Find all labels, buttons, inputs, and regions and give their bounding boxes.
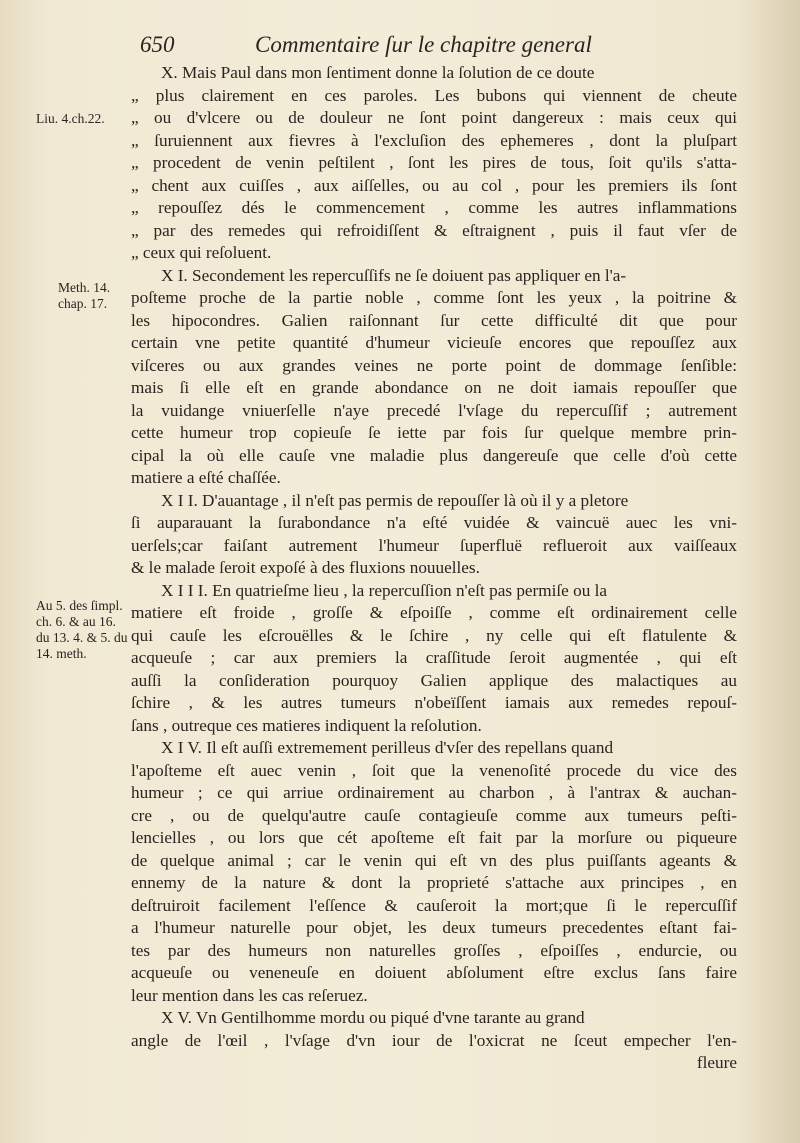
- text-line: ennemy de la nature & dont la proprieté s'attache aux principes , en: [131, 873, 737, 892]
- text-line: viſceres ou aux grandes veines ne porte point de dommage ſenſible:: [131, 355, 737, 375]
- margin-note: Au 5. des ſimpl. ch. 6. & au 16. du 13. 4. & 5. du 14. meth.: [36, 598, 128, 661]
- text-line: cipal la où elle cauſe vne maladie plus dangereuſe que celle d'où cette: [131, 445, 737, 465]
- text-line: X I. Secondement les repercuſſifs ne ſe doiuent pas appliquer en l'a-: [161, 265, 627, 285]
- text-line: „ repouſſez dés le commencement , comme les autres inflammations: [131, 198, 737, 217]
- text-line: acqueuſe ou veneneuſe en doiuent abſolument eſtre exclus ſans faire: [131, 963, 737, 982]
- running-title: Commentaire ſur le chapitre general: [255, 32, 592, 57]
- text-line: ſchire , & les autres tumeurs n'obeïſſent iamais aux remedes repouſ-: [131, 693, 737, 712]
- text-line: auſſi la conſideration pourquoy Galien applique des malactiques au: [131, 670, 737, 690]
- text-line: ſans , outreque ces matieres indiquent la reſolution.: [131, 715, 482, 735]
- text-line: ſi auparauant la ſurabondance n'a eſté vuidée & vaincuë auec les vni-: [131, 513, 737, 532]
- margin-note: Meth. 14. chap. 17.: [58, 280, 111, 311]
- text-line: uerſels;car faiſant autrement l'humeur ſuperfluë reflueroit aux vaiſſeaux: [131, 535, 737, 555]
- text-line: a l'humeur naturelle pour objet, les deux tumeurs precedentes eſtant fai-: [131, 918, 737, 937]
- text-line: les hipocondres. Galien raiſonnant ſur cette difficulté dit que pour: [131, 310, 737, 330]
- margin-note: Liu. 4.ch.22.: [36, 111, 105, 126]
- text-line: „ procedent de venin peſtilent , ſont les pires de tous, ſoit qu'ils s'atta-: [131, 153, 737, 172]
- text-line: „ ou d'vlcere ou de douleur ne ſont point dangereux : mais ceux qui: [131, 108, 737, 127]
- text-line: la vuidange vniuerſelle n'aye precedé l'vſage du repercuſſif ; autrement: [131, 400, 737, 420]
- text-line: humeur ; ce qui arriue ordinairement au charbon , à l'antrax & auchan-: [131, 783, 737, 802]
- text-line: X. Mais Paul dans mon ſentiment donne la ſolution de ce doute: [161, 63, 595, 82]
- text-line: l'apoſteme eſt auec venin , ſoit que la venenoſité procede du vice des: [131, 760, 737, 780]
- text-line: X I V. Il eſt auſſi extremement perilleus d'vſer des repellans quand: [161, 738, 614, 757]
- text-line: lencielles , ou lors que cét apoſteme eſt fait par la morſure ou piqueure: [131, 828, 737, 847]
- text-line: cre , ou de quelqu'autre cauſe contagieuſe comme aux tumeurs peſti-: [131, 805, 737, 825]
- text-line: cette humeur trop copieuſe ſe iette par fois ſur quelque membre prin-: [131, 423, 737, 442]
- text-line: deſtruiroit facilement l'eſſence & cauſeroit la mort;que ſi le repercuſſif: [131, 895, 737, 915]
- text-line: „ plus clairement en ces paroles. Les bubons qui viennent de cheute: [131, 85, 737, 105]
- text-line: de quelque animal ; car le venin qui eſt vn des plus puiſſants ageants &: [131, 850, 737, 870]
- text-line: & le malade ſeroit expoſé à des fluxions nouuelles.: [131, 558, 480, 577]
- text-line: mais ſi elle eſt en grande abondance on ne doit iamais repouſſer que: [131, 378, 737, 397]
- text-line: matiere eſt froide , groſſe & eſpoiſſe , comme eſt ordinairement celle: [131, 603, 737, 622]
- text-line: „ ſuruiennent aux fievres à l'excluſion des ephemeres , dont la pluſpart: [131, 130, 737, 150]
- text-line: matiere a eſté chaſſée.: [131, 468, 281, 487]
- page-header: [140, 28, 640, 62]
- text-line: X I I. D'auantage , il n'eſt pas permis de repouſſer là où il y a pletore: [161, 490, 629, 510]
- text-line: poſteme proche de la partie noble , comme ſont les yeux , la poitrine &: [131, 288, 737, 307]
- text-line: angle de l'œil , l'vſage d'vn iour de l'oxicrat ne ſceut empecher l'en-: [131, 1030, 737, 1050]
- body-text: [131, 62, 737, 1075]
- page-number: 650: [140, 32, 175, 57]
- text-line: X V. Vn Gentilhomme mordu ou piqué d'vne tarante au grand: [161, 1008, 585, 1027]
- catchword: fleure: [696, 1053, 737, 1072]
- text-line: „ par des remedes qui refroidiſſent & eſtraignent , puis il faut vſer de: [131, 220, 737, 240]
- text-line: certain vne petite quantité d'humeur vicieuſe encores que repouſſez aux: [131, 333, 737, 352]
- text-line: tes par des humeurs non naturelles groſſes , eſpoiſſes , endurcie, ou: [131, 940, 737, 960]
- text-line: X I I I. En quatrieſme lieu , la repercuſſion n'eſt pas permiſe ou la: [161, 580, 607, 600]
- text-line: qui cauſe les eſcrouëlles & le ſchire , ny celle qui eſt flatulente &: [131, 625, 737, 645]
- text-line: „ ceux qui reſoluent.: [131, 243, 272, 262]
- text-line: leur mention dans les cas reſeruez.: [131, 985, 368, 1005]
- text-line: acqueuſe ; car aux premiers la craſſitude ſeroit augmentée , qui eſt: [131, 648, 737, 667]
- text-line: „ chent aux cuiſſes , aux aiſſelles, ou au col , pour les premiers ils ſont: [131, 175, 737, 195]
